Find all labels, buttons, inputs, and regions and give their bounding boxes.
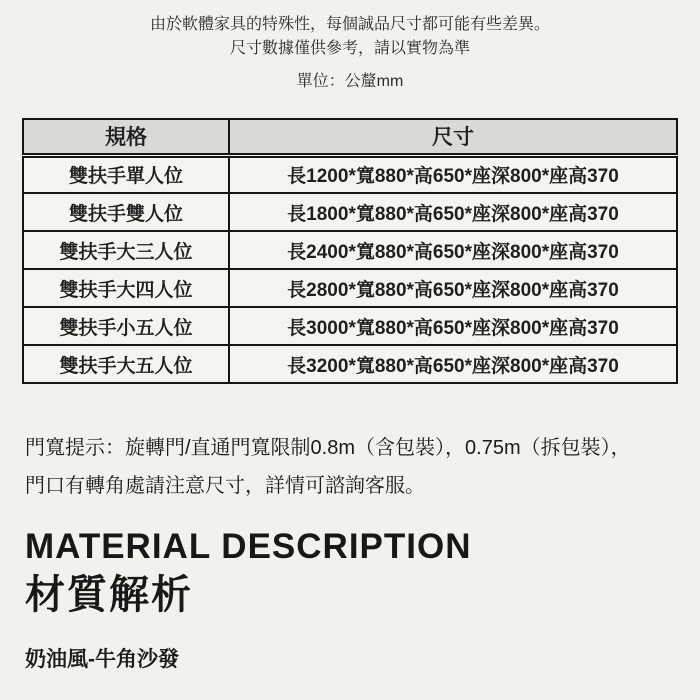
spec-cell: 雙扶手大四人位 bbox=[23, 269, 229, 307]
product-style-label: 奶油風-牛角沙發 bbox=[25, 648, 179, 671]
table-row bbox=[23, 345, 677, 383]
size-cell: 長2400*寬880*高650*座深800*座高370 bbox=[229, 231, 677, 269]
spec-cell: 雙扶手小五人位 bbox=[23, 307, 229, 345]
material-section-title-zh: 材質解析 bbox=[25, 573, 193, 617]
table-row bbox=[23, 231, 677, 269]
size-cell: 長3200*寬880*高650*座深800*座高370 bbox=[229, 345, 677, 383]
material-section-title-en: MATERIAL DESCRIPTION bbox=[25, 527, 472, 566]
size-cell: 長1200*寬880*高650*座深800*座高370 bbox=[229, 155, 677, 193]
spec-cell: 雙扶手大五人位 bbox=[23, 345, 229, 383]
table-header-row bbox=[23, 119, 677, 155]
door-width-notice bbox=[25, 429, 695, 505]
spec-cell: 雙扶手雙人位 bbox=[23, 193, 229, 231]
size-cell: 長1800*寬880*高650*座深800*座高370 bbox=[229, 193, 677, 231]
size-disclaimer-line-1: 由於軟體家具的特殊性，每個誠品尺寸都可能有些差異。 bbox=[149, 16, 550, 33]
door-notice-line-2: 門口有轉角處請注意尺寸，詳情可諮詢客服。 bbox=[25, 475, 425, 497]
table-row bbox=[23, 269, 677, 307]
unit-label: 單位：公釐mm bbox=[296, 73, 404, 90]
size-spec-table bbox=[22, 118, 678, 384]
table-row bbox=[23, 155, 677, 193]
size-cell: 長3000*寬880*高650*座深800*座高370 bbox=[229, 307, 677, 345]
spec-cell: 雙扶手大三人位 bbox=[23, 231, 229, 269]
door-notice-line-1: 門寬提示：旋轉門/直通門寬限制0.8m（含包裝），0.75m（拆包裝）， bbox=[25, 437, 631, 459]
size-disclaimer-line-2: 尺寸數據僅供參考，請以實物為準 bbox=[229, 40, 470, 57]
table-row bbox=[23, 193, 677, 231]
size-cell: 長2800*寬880*高650*座深800*座高370 bbox=[229, 269, 677, 307]
spec-cell: 雙扶手單人位 bbox=[23, 155, 229, 193]
size-column-header: 尺寸 bbox=[229, 119, 677, 155]
table-row bbox=[23, 307, 677, 345]
spec-column-header: 規格 bbox=[23, 119, 229, 155]
